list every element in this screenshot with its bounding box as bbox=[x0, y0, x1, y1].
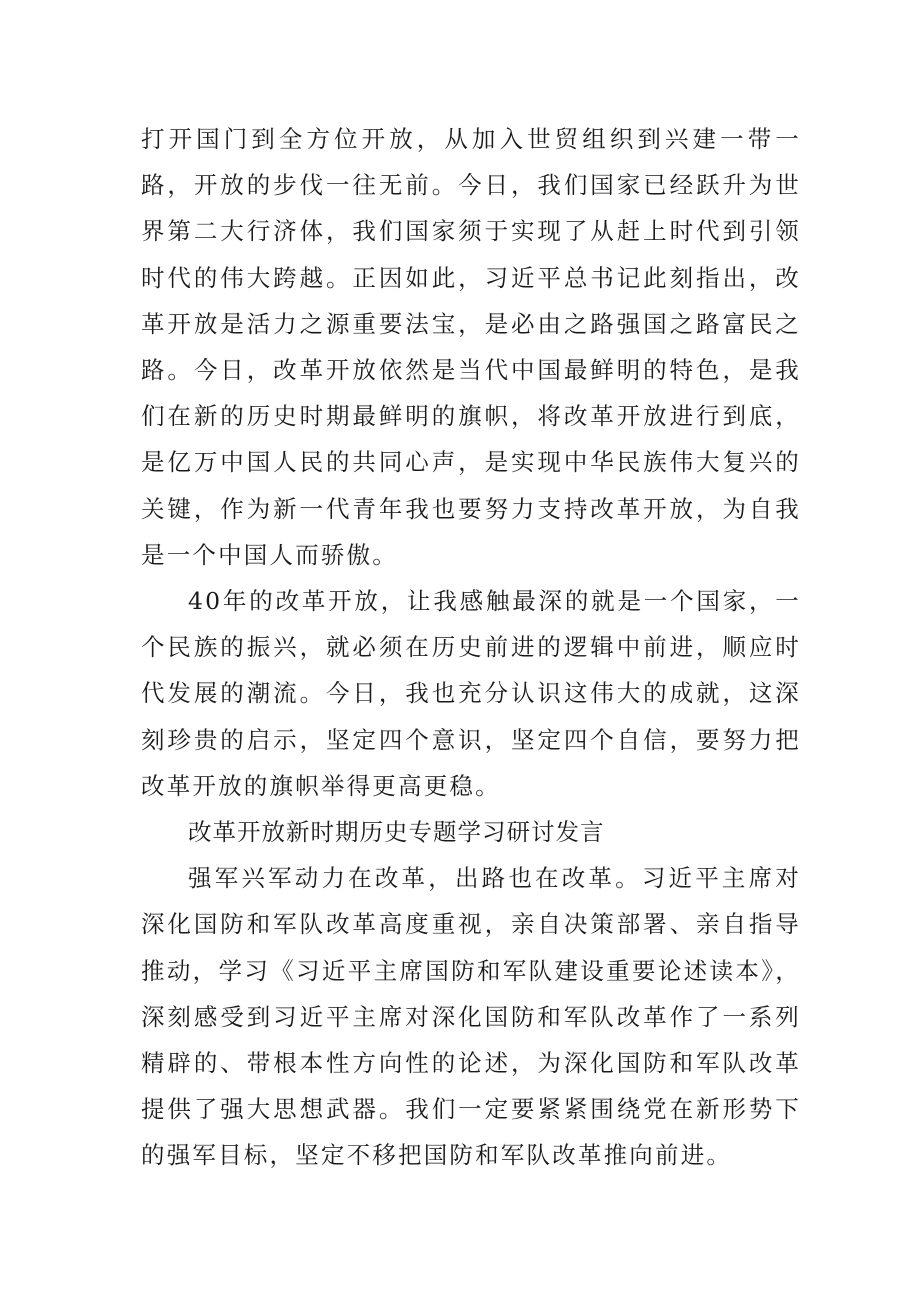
document-body bbox=[141, 116, 801, 1179]
paragraph-1: 打开国门到全方位开放，从加入世贸组织到兴建一带一路，开放的步伐一往无前。今日，我们国家已经跃升为世界第二大行济体，我们国家须于实现了从赶上时代到引领时代的伟大跨越。正因如此，习近平总书记此刻指出，改革开放是活力之源重要法宝，是必由之路强国之路富民之路。今日，改革开放依然是当代中国最鲜明的特色，是我们在新的历史时期最鲜明的旗帜，将改革开放进行到底，是亿万中国人民的共同心声，是实现中华民族伟大复兴的关键，作为新一代青年我也要努力支持改革开放，为自我是一个中国人而骄傲。 bbox=[141, 125, 801, 569]
paragraph-3: 强军兴军动力在改革，出路也在改革。习近平主席对深化国防和军队改革高度重视，亲自决策部署、亲自指导推动，学习《习近平主席国防和军队建设重要论述读本》，深刻感受到习近平主席对深化国防和军队改革作了一系列精辟的、带根本性方向性的论述，为深化国防和军队改革提供了强大思想武器。我们一定要紧紧围绕党在新形势下的强军目标，坚定不移把国防和军队改革推向前进。 bbox=[141, 864, 801, 1170]
section-title: 改革开放新时期历史专题学习研讨发言 bbox=[188, 818, 605, 847]
paragraph-2: 40年的改革开放，让我感触最深的就是一个国家，一个民族的振兴，就必须在历史前进的逻辑中前进，顺应时代发展的潮流。今日，我也充分认识这伟大的成就，这深刻珍贵的启示，坚定四个意识，坚定四个自信，要努力把改革开放的旗帜举得更高更稳。 bbox=[141, 587, 801, 800]
